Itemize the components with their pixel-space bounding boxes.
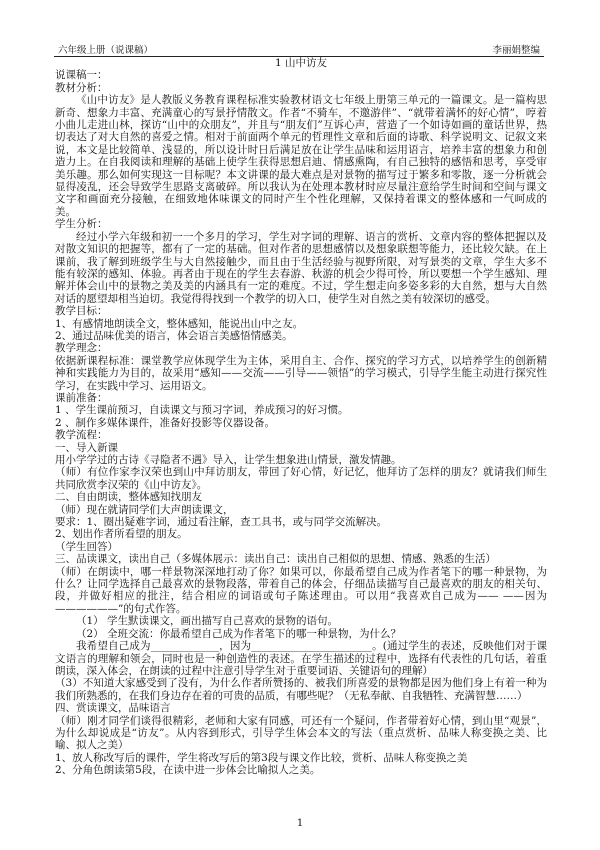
text-line: 1 、学生课前预习，自读课文与预习字词，养成预习的好习惯。 xyxy=(55,404,349,417)
text-line: （师）在朗读中，哪一样景物深深地打动了你？如果可以，你最希望自己成为作者笔下的哪一种景物，为什么？让同学选择自己最喜欢的景物段落，带着自己的体会，仔细品读描写自己最喜欢的朋友的相关句、段，并做好相应的批注，结合相应的词语或句子陈述理由。可以用“我喜欢自己成为—— ——因为——————”的句式作答。 xyxy=(55,565,547,615)
text-line: 说课稿一： xyxy=(55,69,108,82)
text-line: （师）有位作家李汉荣也到山中拜访朋友，带回了好心情，好记忆，他拜访了怎样的朋友？就请我们师生共同欣赏李汉荣的《山中访友》。 xyxy=(55,466,547,491)
text-line: （学生回答） xyxy=(55,540,118,553)
text-line: 2、划出作者所看望的朋友。 xyxy=(55,528,188,541)
text-line: 2 、制作多媒体课件，准备好投影等仪器设备。 xyxy=(55,416,276,429)
text-line: 三、品读课文，读出自己（多媒体展示：读出自己：读出自己相似的思想、情感、熟悉的生活） xyxy=(55,553,496,566)
text-line: （1） 学生默读课文，画出描写自己喜欢的景物的语句。 xyxy=(76,615,339,628)
text-line: 要求：1、圈出疑难字词，通过看注解，查工具书，或与同学交流解决。 xyxy=(55,516,388,529)
text-line: 我希望自己成为_____________，因为_______________________。(通过学生的表述，反映他们对于课文语言的理解和领会，同时也是一种创造性的表述。在学生描述的过程中，选择有代表性的几句话，着重朗读，深入体会，在朗读的过程中注意引导学生对于重要词语、关键语句的理解） xyxy=(55,640,547,677)
text-line: 教学流程： xyxy=(55,429,108,442)
text-line: 2、通过品味优美的语言，体会语言美感悟情感美。 xyxy=(55,329,293,342)
text-line: （3）不知道大家感受到了没有，为什么作者所赞扬的、被我们所喜爱的景物都是因为他们身上有着一种为我们所熟悉的，在我们身边存在着的可贵的品质，有哪些呢？（无私奉献、自我牺牲、充满智慧……） xyxy=(55,677,547,702)
text-line: 课前准备： xyxy=(55,391,108,404)
text-line: 《山中访友》是人教版义务教育课程标准实验教材语文七年级上册第三单元的一篇课文。是一篇构思新奇、想象力丰富、充满童心的写景抒情散文。作者“不骑车，不邀游伴”、“就带着满怀的好心情”，哼着小曲儿走进山林，探访“山中的众朋友”，并且与“朋友们”互诉心声，营造了一个如诗如画的童话世界，热切表达了对大自然的喜爱之情。相对于前面两个单元的哲理性文章和后面的诗歌、科学说明文、记叙文来说，本文是比较简单、浅显的，所以设计时日后满足放在让学生品味和运用语言，培养丰富的想象力和创造力上。在自我阅读和理解的基础上使学生获得思想启迪、情感熏陶，有自己独特的感悟和思考，享受审美乐趣。那么如何实现这一目标呢？本文讲课的最大难点是对景物的描写过于繁多和零散，逐一分析就会显得凌乱，还会导致学生思路支离破碎。所以我认为在处理本教材时应尽量注意给学生时间和空间与课文文字和画面充分接触，在细致地体味课文的同时产生个性化理解，又保持着课文的整体感和一气呵成的美。 xyxy=(55,94,547,218)
text-line: 用小学学过的古诗《寻隐者不遇》导入，让学生想象进山情景，激发情趣。 xyxy=(55,454,402,466)
text-line: 1、有感情地朗读全文，整体感知，能说出山中之友。 xyxy=(55,317,304,330)
text-line: 教学目标： xyxy=(55,305,108,318)
body-text xyxy=(55,69,547,776)
text-line: （师）现在就请同学们大声朗读课文， xyxy=(55,503,234,516)
text-line: 一、导入新课 xyxy=(55,441,118,454)
text-line: 学生分析： xyxy=(55,218,108,231)
header-left: 六年级上册（说课稿） xyxy=(58,45,154,56)
text-line: 四、赏读课文，品味语言 xyxy=(55,702,171,715)
text-line: 教学理念： xyxy=(55,342,108,355)
running-header xyxy=(54,40,544,57)
text-line: 依据新课程标准：课堂教学应体现学生为主体，采用自主、合作、探究的学习方式，以培养学生的创新精神和实践能力为目的，故采用“感知——交流——引导——领悟”的学习模式，引导学生能主动进行探究性学习，在实践中学习、运用语文。 xyxy=(55,354,547,392)
text-line: 2、分角色朗读第5段，在读中进一步体会比喻拟人之美。 xyxy=(55,764,321,777)
page-number: 1 xyxy=(296,818,304,829)
header-right: 李丽娟整编 xyxy=(492,45,540,56)
text-line: （2） 全班交流：你最希望自己成为作者笔下的哪一种景物，为什么？ xyxy=(76,627,402,640)
text-line: （师）刚才同学们谈得很精彩，老师和大家有同感，可还有一个疑问，作者带着好心情，到山里“观景”，为什么却说成是“访友”。从内容到形式，引导学生体会本文的写法（重点赏析、品味人称变换之美、比喻、拟人之美） xyxy=(55,714,547,752)
text-line: 二、自由朗读，整体感知找朋友 xyxy=(55,491,202,504)
text-line: 经过小学六年级和初一一个多月的学习，学生对字词的理解、语言的赏析、文章内容的整体把握以及对散文知识的把握等，都有了一定的基础。但对作者的思想感情以及想象联想等能力，还比较欠缺。在上课前，我了解到班级学生与大自然接触少，而且由于生活经验与视野所限，对写景类的文章，学生大多不能有较深的感知、体验。再者由于现在的学生去春游、秋游的机会少得可怜，所以要想一个学生感知、理解并体会山中的景物之美及美的内涵具有一定的难度。不过，学生想走向多姿多彩的大自然，想与大自然对话的愿望却相当迫切。我觉得得找到一个教学的切入口，使学生对自然之美有较深切的感受。 xyxy=(55,230,547,305)
lesson-title: 1 山中访友 xyxy=(274,57,328,69)
text-line: 教材分析： xyxy=(55,81,108,94)
document-body xyxy=(55,57,547,777)
text-line: 1、放人称改写后的课件，学生将改写后的第3段与课文作比较，赏析、品味人称变换之美 xyxy=(55,751,468,764)
